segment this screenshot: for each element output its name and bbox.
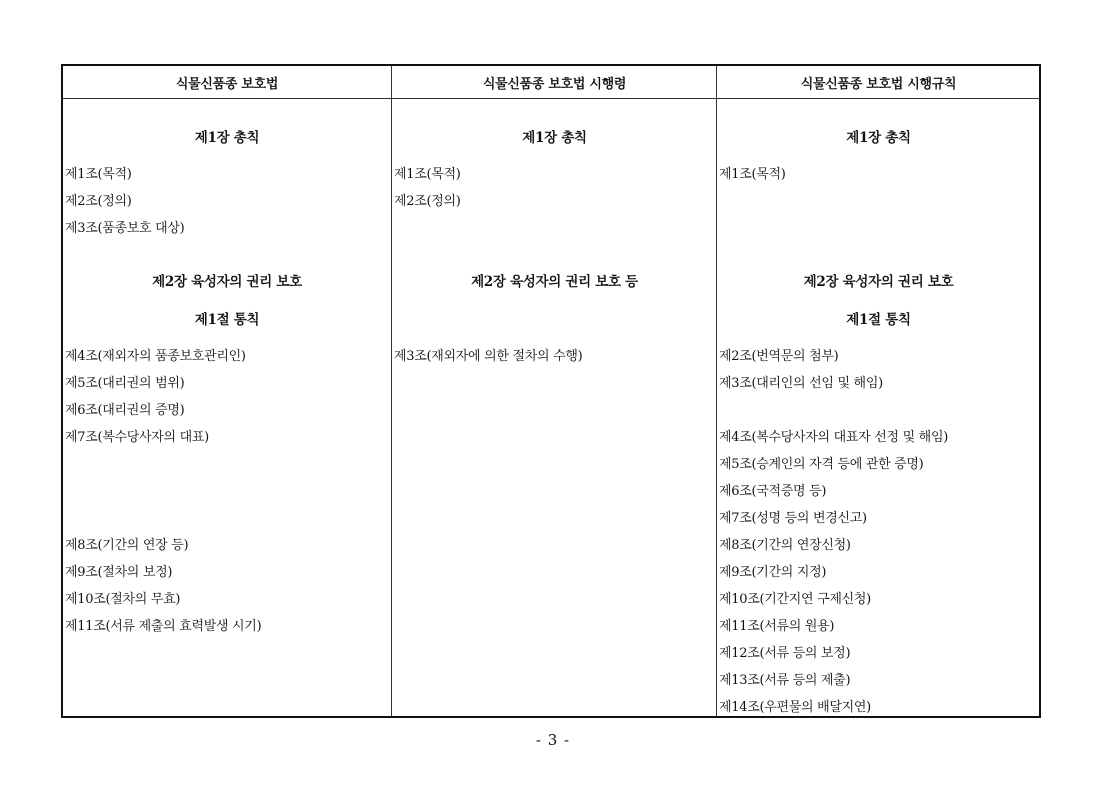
article-item: 제12조(서류 등의 보정): [719, 646, 851, 661]
article-item: 제13조(서류 등의 제출): [719, 673, 851, 688]
chapter-2-heading: 제2장 육성자의 권리 보호 등: [471, 274, 638, 290]
article-item: 제6조(국적증명 등): [719, 484, 827, 499]
page-number: - 3 -: [535, 731, 571, 749]
column-header-act: 식물신품종 보호법: [63, 66, 391, 99]
article-item: 제7조(복수당사자의 대표): [65, 430, 209, 445]
article-item: 제14조(우편물의 배달지연): [719, 700, 871, 715]
article-item: 제8조(기간의 연장신청): [719, 538, 851, 553]
article-item: 제3조(품종보호 대상): [65, 221, 185, 236]
column-rules: [716, 66, 1040, 716]
article-item: 제10조(절차의 무효): [65, 592, 181, 607]
article-item: 제6조(대리권의 증명): [65, 403, 185, 418]
article-item: 제9조(기간의 지정): [719, 565, 827, 580]
article-item: 제1조(목적): [65, 167, 132, 182]
article-item: 제7조(성명 등의 변경신고): [719, 511, 867, 526]
article-item: 제3조(대리인의 선임 및 해임): [719, 376, 883, 391]
article-item: 제4조(재외자의 품종보호관리인): [65, 349, 246, 364]
article-item: 제2조(정의): [394, 194, 461, 209]
column-act: [63, 66, 391, 716]
article-item: 제1조(목적): [394, 167, 461, 182]
chapter-2-heading: 제2장 육성자의 권리 보호: [803, 274, 954, 290]
article-item: 제4조(복수당사자의 대표자 선정 및 해임): [719, 430, 948, 445]
article-item: 제5조(대리권의 범위): [65, 376, 185, 391]
article-item: 제3조(재외자에 의한 절차의 수행): [394, 349, 583, 364]
article-item: 제11조(서류 제출의 효력발생 시기): [65, 619, 262, 634]
article-item: 제11조(서류의 원용): [719, 619, 835, 634]
column-header-rules: 식물신품종 보호법 시행규칙: [717, 66, 1040, 99]
section-1-heading: 제1절 통칙: [846, 312, 911, 328]
chapter-1-heading: 제1장 총칙: [846, 130, 911, 146]
column-header-decree: 식물신품종 보호법 시행령: [392, 66, 717, 99]
section-1-heading: 제1절 통칙: [194, 312, 260, 328]
article-item: 제5조(승계인의 자격 등에 관한 증명): [719, 457, 924, 472]
chapter-1-heading: 제1장 총칙: [522, 130, 587, 146]
comparison-table: [61, 64, 1041, 718]
column-decree: [391, 66, 717, 716]
chapter-1-heading: 제1장 총칙: [194, 130, 260, 146]
article-item: 제10조(기간지연 구제신청): [719, 592, 871, 607]
article-item: 제2조(번역문의 첨부): [719, 349, 839, 364]
article-item: 제8조(기간의 연장 등): [65, 538, 189, 553]
chapter-2-heading: 제2장 육성자의 권리 보호: [152, 274, 302, 290]
article-item: 제1조(목적): [719, 167, 786, 182]
article-item: 제2조(정의): [65, 194, 132, 209]
article-item: 제9조(절차의 보정): [65, 565, 173, 580]
